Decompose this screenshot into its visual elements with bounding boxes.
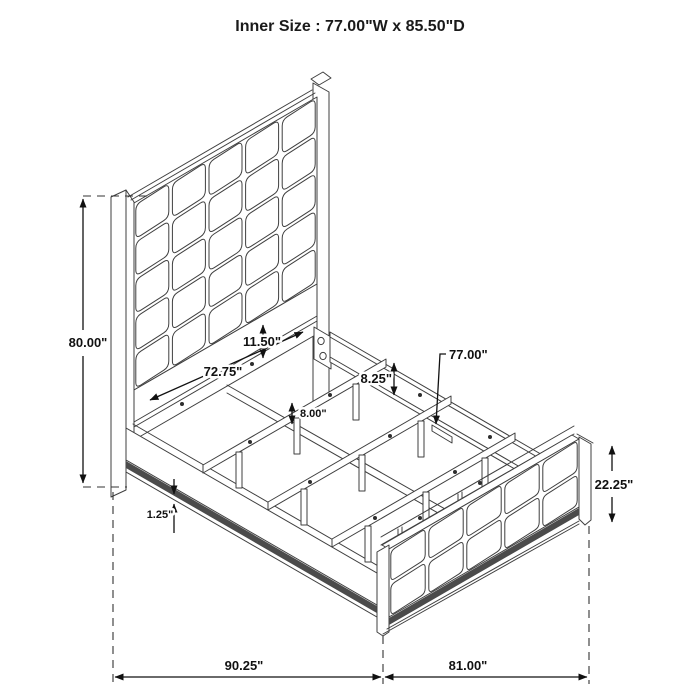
left-side-rail-trim-line — [126, 472, 389, 624]
footboard-right-post — [579, 437, 591, 525]
slat-leg — [301, 489, 307, 525]
dim-headboard-rail-width: 72.75" — [203, 364, 243, 379]
dim-rail-lip: 1.25" — [146, 509, 174, 521]
bolt-head — [453, 470, 457, 474]
bolt-head — [248, 440, 252, 444]
dim-overall-width: 81.00" — [448, 658, 488, 673]
dim-headboard-height: 80.00" — [68, 335, 108, 350]
slat-leg — [353, 384, 359, 420]
bolt-head — [478, 481, 482, 485]
bolt-head — [488, 435, 492, 439]
dim-side-rail-height: 8.25" — [360, 371, 392, 386]
dim-headboard-clearance: 11.50" — [243, 334, 281, 349]
dim-overall-depth: 90.25" — [224, 658, 264, 673]
dim-footboard-height: 22.25" — [594, 477, 634, 492]
headboard-side-edge — [126, 190, 134, 448]
page-title: Inner Size : 77.00"W x 85.50"D — [235, 18, 465, 35]
slat-leg — [418, 421, 424, 457]
dim-support-leg-height: 8.00" — [300, 408, 327, 420]
bolt-head — [373, 516, 377, 520]
bolt-head — [418, 516, 422, 520]
bolt-head — [250, 362, 254, 366]
dim-slat-length: 77.00" — [449, 347, 488, 362]
left-side-rail-trim — [126, 461, 389, 620]
bolt-head — [418, 393, 422, 397]
slat-leg — [365, 526, 371, 562]
slat-leg — [294, 418, 300, 454]
slat-leg — [236, 452, 242, 488]
bolt-head — [308, 480, 312, 484]
bolt-head — [180, 402, 184, 406]
bolt-head — [388, 434, 392, 438]
headboard-left-leg — [111, 190, 126, 497]
slat-leg — [359, 455, 365, 491]
bolt-head — [328, 393, 332, 397]
footboard-left-post — [377, 545, 389, 636]
